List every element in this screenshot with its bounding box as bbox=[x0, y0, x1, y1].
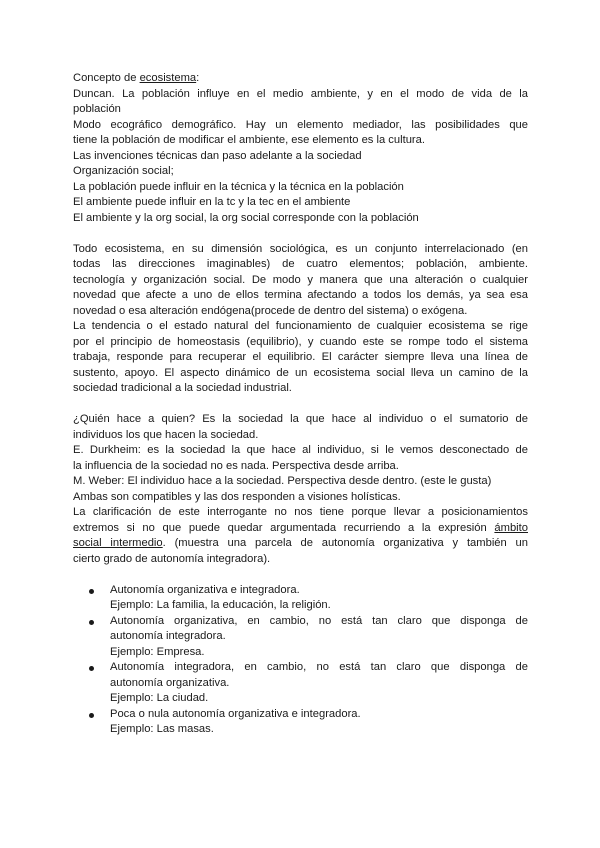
clarificacion-line-1: La clarificación de este interrogante no nos tiene porque llevar a posicionamientos bbox=[73, 506, 528, 518]
ambas-line: Ambas son compatibles y las dos responden a visiones holísticas. bbox=[73, 490, 401, 503]
invenciones-line: Las invenciones técnicas dan paso adelante a la sociedad bbox=[73, 149, 362, 162]
homeostasis-paragraph bbox=[73, 319, 528, 397]
durkheim-line-2: la influencia de la sociedad no es nada. Perspectiva desde arriba. bbox=[73, 459, 399, 472]
poblacion-tecnica-line: La población puede influir en la técnica y la técnica en la población bbox=[73, 180, 404, 193]
p1-line-1: Todo ecosistema, en su dimensión sociológica, es un conjunto interrelacionado (en bbox=[73, 242, 528, 255]
p1-line-2: todas las direcciones imaginables) de cuatro elementos; población, ambiente. bbox=[73, 258, 528, 270]
bullet-icon bbox=[89, 620, 94, 625]
list-item: Autonomía integradora, en cambio, no está tan claro que disponga de autonomía organizativa. Ejemplo: La ciudad. bbox=[73, 660, 528, 707]
duncan-line-2: población bbox=[73, 103, 121, 115]
bullet-icon bbox=[89, 713, 94, 718]
list-item: Autonomía organizativa e integradora. Ejemplo: La familia, la educación, la religión. bbox=[73, 583, 528, 614]
p2-line-1: La tendencia o el estado natural del funcionamiento de cualquier ecosistema se rige bbox=[73, 320, 528, 332]
concept-block bbox=[73, 71, 528, 226]
duncan-line-1: Duncan. La población influye en el medio ambiente, y en el modo de vida de la bbox=[73, 87, 528, 100]
organizacion-line: Organización social; bbox=[73, 165, 174, 177]
clarificacion-line-4: cierto grado de autonomía integradora). bbox=[73, 552, 271, 565]
list-item: Autonomía organizativa, en cambio, no está tan claro que disponga de autonomía integradora. Ejemplo: Empresa. bbox=[73, 614, 528, 661]
bullet-icon bbox=[89, 666, 94, 671]
clarificacion-line-3: social intermedio. (muestra una parcela de autonomía organizativa y también un bbox=[73, 537, 528, 549]
concept-heading: Concepto de ecosistema: bbox=[73, 72, 200, 84]
p2-line-2: por el principio de homeostasis (equilibrio), y cuando este se rompe todo el sistema bbox=[73, 335, 528, 348]
ambito-term: ámbito bbox=[494, 521, 528, 534]
modo-line-1: Modo ecográfico demográfico. Hay un elemento mediador, las posibilidades que bbox=[73, 118, 528, 131]
p2-line-5: sociedad tradicional a la sociedad industrial. bbox=[73, 382, 292, 394]
p2-line-4: sustento, apoyo. El aspecto dinámico de un ecosistema social lleva un camino de la bbox=[73, 366, 528, 379]
concept-term: ecosistema bbox=[139, 72, 197, 84]
p1-line-3: tecnología y organización social. De modo y manera que una alteración o cualquier bbox=[73, 273, 528, 286]
ambiente-tc-line: El ambiente puede influir en la tc y la tec en el ambiente bbox=[73, 196, 351, 208]
quien-block bbox=[73, 412, 528, 567]
durkheim-line-1: E. Durkheim: es la sociedad la que hace al individuo, si le vemos desconectado de bbox=[73, 444, 528, 456]
list-item: Poca o nula autonomía organizativa e integradora. Ejemplo: Las masas. bbox=[73, 707, 528, 738]
p2-line-3: trabaja, responde para recuperar el equilibrio. El carácter siempre lleva una línea de bbox=[73, 351, 528, 363]
example-line: Ejemplo: Las masas. bbox=[110, 723, 214, 735]
p1-line-5: novedad o esa alteración endógena(procede de dentro del sistema) o exógena. bbox=[73, 304, 468, 317]
example-line: Ejemplo: La ciudad. bbox=[110, 692, 209, 704]
p1-line-4: novedad que afecte a uno de ellos termina afectando a todos los demás, ya sea esa bbox=[73, 289, 528, 301]
example-line: Ejemplo: Empresa. bbox=[110, 645, 205, 658]
weber-line: M. Weber: El individuo hace a la sociedad. Perspectiva desde dentro. (este le gusta) bbox=[73, 475, 492, 487]
document-page bbox=[73, 71, 528, 738]
question-line-2: individuos los que hacen la sociedad. bbox=[73, 428, 259, 441]
clarificacion-line-2: extremos si no que puede quedar argumentada recurriendo a la expresión ámbito bbox=[73, 521, 528, 534]
modo-line-2: tiene la población de modificar el ambiente, ese elemento es la cultura. bbox=[73, 134, 425, 146]
bullet-icon bbox=[89, 589, 94, 594]
social-intermedio-term: social intermedio bbox=[73, 537, 163, 549]
ecosistema-paragraph bbox=[73, 242, 528, 320]
autonomia-list bbox=[73, 583, 528, 738]
question-line-1: ¿Quién hace a quien? Es la sociedad la que hace al individuo o el sumatorio de bbox=[73, 413, 528, 425]
example-line: Ejemplo: La familia, la educación, la religión. bbox=[110, 599, 331, 611]
ambiente-org-line: El ambiente y la org social, la org social corresponde con la población bbox=[73, 211, 419, 224]
